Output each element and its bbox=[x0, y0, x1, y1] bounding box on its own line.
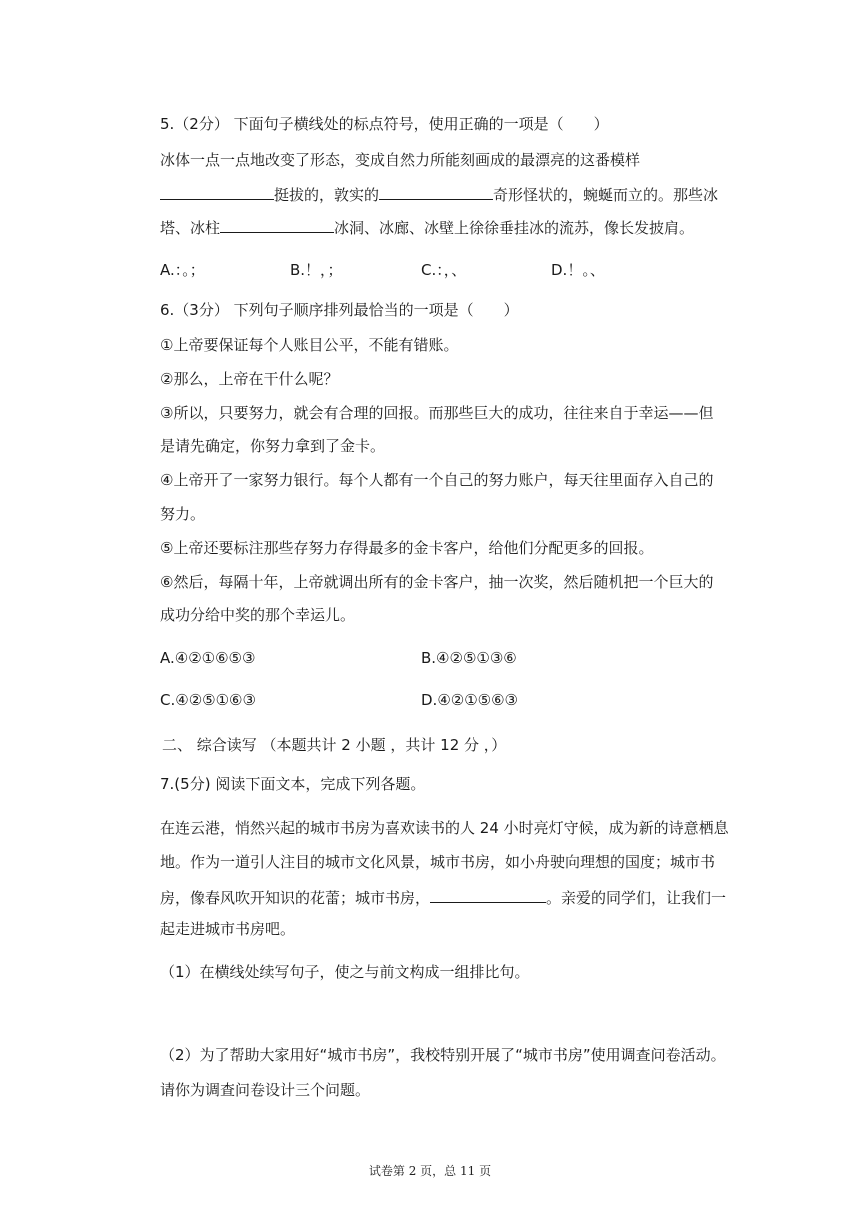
q6-sentence-4a: ④上帝开了一家努力银行。每个人都有一个自己的努力账户，每天往里面存入自己的 bbox=[160, 471, 714, 489]
q6-option-a[interactable]: A.④②①⑥⑤③ bbox=[160, 649, 256, 667]
q6-sentence-3a: ③所以，只要努力，就会有合理的回报。而那些巨大的成功，往往来自于幸运——但 bbox=[160, 404, 714, 422]
q7-passage-line4: 起走进城市书房吧。 bbox=[160, 920, 296, 938]
q6-sentence-1: ①上帝要保证每个人账目公平，不能有错账。 bbox=[160, 336, 459, 354]
fill-blank bbox=[430, 886, 546, 903]
q6-sentence-5: ⑤上帝还要标注那些存努力存得最多的金卡客户，给他们分配更多的回报。 bbox=[160, 539, 654, 557]
q7-passage-line2: 地。作为一道引人注目的城市文化风景，城市书房，如小舟驶向理想的国度；城市书 bbox=[160, 853, 716, 871]
section-heading: 二、 综合读写 （本题共计 2 小题 ，共计 12 分 ，） bbox=[162, 736, 507, 754]
q5-option-c[interactable]: C.：，、 bbox=[421, 261, 467, 279]
fill-blank bbox=[220, 216, 334, 233]
page-footer: 试卷第 2 页，总 11 页 bbox=[368, 1164, 492, 1178]
q7-subquestion-1: （1）在横线处续写句子，使之与前文构成一组排比句。 bbox=[160, 963, 530, 981]
q6-sentence-3b: 是请先确定，你努力拿到了金卡。 bbox=[160, 437, 386, 455]
q7-passage-line3-start: 房，像春风吹开知识的花蕾；城市书房， bbox=[160, 889, 431, 907]
q6-option-b[interactable]: B.④②⑤①③⑥ bbox=[421, 649, 517, 667]
q5-line2-mid: 挺拔的，敦实的 bbox=[274, 186, 380, 204]
q7-passage-line3-end: 。亲爱的同学们，让我们一 bbox=[546, 889, 727, 907]
q7-subquestion-2a: （2）为了帮助大家用好“城市书房”，我校特别开展了“城市书房”使用调查问卷活动。 bbox=[160, 1046, 726, 1064]
q5-line2-end: 奇形怪状的，蜿蜒而立的。那些冰 bbox=[493, 186, 719, 204]
q5-option-d[interactable]: D.！。、 bbox=[551, 261, 605, 279]
q6-sentence-6b: 成功分给中奖的那个幸运儿。 bbox=[160, 606, 356, 624]
q5-line3-start: 塔、冰柱 bbox=[160, 219, 221, 237]
q7-header: 7.(5分) 阅读下面文本，完成下列各题。 bbox=[160, 775, 426, 793]
q5-line1: 冰体一点一点地改变了形态，变成自然力所能刻画成的最漂亮的这番模样 bbox=[160, 151, 641, 169]
q7-passage-line3 bbox=[160, 886, 726, 908]
q5-line3 bbox=[160, 216, 694, 238]
fill-blank bbox=[379, 183, 493, 200]
q5-line3-end: 冰洞、冰廊、冰壁上徐徐垂挂冰的流苏，像长发披肩。 bbox=[334, 219, 695, 237]
q5-line2 bbox=[160, 183, 718, 205]
q6-sentence-2: ②那么，上帝在干什么呢？ bbox=[160, 370, 339, 388]
q6-option-c[interactable]: C.④②⑤①⑥③ bbox=[160, 691, 256, 709]
q7-subquestion-2b: 请你为调查问卷设计三个问题。 bbox=[160, 1081, 371, 1099]
q5-header: 5.（2分） 下面句子横线处的标点符号，使用正确的一项是（ ） bbox=[160, 115, 609, 133]
q6-sentence-4b: 努力。 bbox=[160, 505, 206, 523]
q5-option-a[interactable]: A.：。； bbox=[160, 261, 205, 279]
q6-sentence-6a: ⑥然后，每隔十年，上帝就调出所有的金卡客户，抽一次奖，然后随机把一个巨大的 bbox=[160, 573, 714, 591]
fill-blank bbox=[160, 183, 274, 200]
q7-passage-line1: 在连云港，悄然兴起的城市书房为喜欢读书的人 24 小时亮灯守候，成为新的诗意栖息 bbox=[160, 819, 729, 837]
q5-option-b[interactable]: B.！，； bbox=[290, 261, 343, 279]
q6-option-d[interactable]: D.④②①⑤⑥③ bbox=[421, 691, 519, 709]
q6-header: 6.（3分） 下列句子顺序排列最恰当的一项是（ ） bbox=[160, 301, 519, 319]
